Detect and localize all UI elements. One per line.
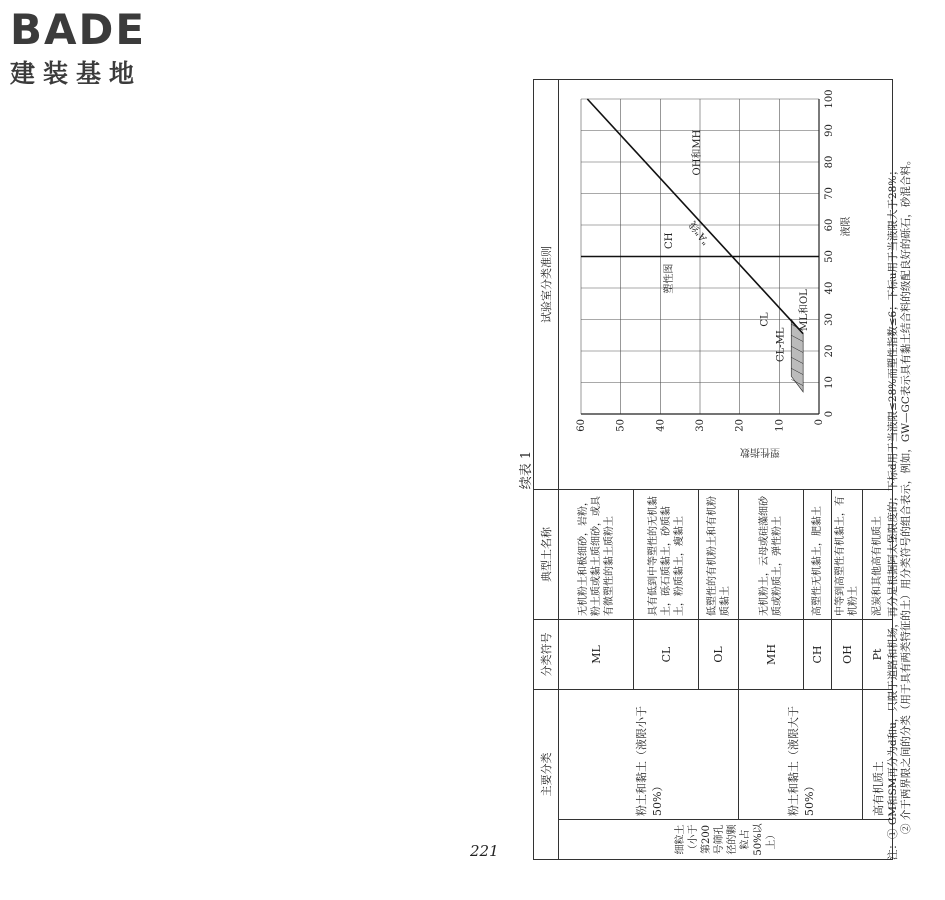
header-typical-name: 典型土名称 <box>534 490 559 620</box>
main-class-cell: 粉土和黏土（液限小于50%） <box>559 690 739 820</box>
name-cell: 低塑性的有机粉土和有机粉质黏土 <box>699 490 739 620</box>
x-tick-label: 100 <box>824 89 835 109</box>
x-tick-label: 70 <box>824 187 835 200</box>
brand-logo <box>10 5 180 88</box>
y-tick-label: 40 <box>655 419 667 432</box>
y-tick-label: 50 <box>615 419 627 432</box>
symbol-cell: Pt <box>863 620 893 690</box>
header-main-class: 主要分类 <box>534 690 559 860</box>
page-number: 221 <box>470 842 499 860</box>
x-tick-label: 80 <box>824 155 835 169</box>
y-axis-label: 塑性指数 <box>740 446 780 457</box>
name-cell: 中等到高塑性有机黏土，有机粉土 <box>832 490 863 620</box>
y-tick-label: 0 <box>814 419 825 426</box>
header-criteria: 试验室分类准则 <box>534 80 559 490</box>
main-class-cell: 高有机质土 <box>863 690 893 820</box>
chart-title: 塑性图 <box>664 263 676 294</box>
x-tick-label: 40 <box>824 281 835 295</box>
x-tick-label: 30 <box>824 313 835 326</box>
region-label: CH <box>664 232 676 249</box>
main-class-cell: 粉土和黏土（液限大于50%） <box>739 690 863 820</box>
y-tick-label: 30 <box>695 419 706 432</box>
header-symbol: 分类符号 <box>534 620 559 690</box>
symbol-cell: ML <box>559 620 634 690</box>
y-tick-label: 10 <box>774 419 786 432</box>
region-label: CL <box>759 312 771 327</box>
region-label: OH和MH <box>692 129 703 176</box>
logo-wordmark: BADE <box>10 5 147 54</box>
x-tick-label: 90 <box>824 124 835 137</box>
y-tick-label: 60 <box>576 419 587 432</box>
footnotes <box>887 80 913 860</box>
symbol-cell: OL <box>699 620 739 690</box>
name-cell: 泥炭和其他高有机质土 <box>863 490 893 620</box>
region-label: CL-ML <box>775 327 787 362</box>
plasticity-chart-cell <box>559 80 893 490</box>
name-cell: 无机粉土，云母或硅藻细砂质或粉质土，弹性粉土 <box>739 490 804 620</box>
footnote-1: 注：① GM和SM再分为d和u，只限于道路和机场，再分是根据阿太堡限度的；下标d用于当液限≤28%而塑性指数≤6；下标u用于当液限大于28%； <box>887 165 899 860</box>
name-cell: 高塑性无机黏土，肥黏土 <box>804 490 832 620</box>
footnote-2: ② 介于两界限之间的分类（用于具有两类特征的土）用分类符号的组合表示，例如，GW—GC表示具有黏土结合料的级配良好的砾石，砂混合料。 <box>900 154 912 834</box>
y-tick-label: 20 <box>734 419 746 432</box>
name-cell: 无机粉土和极细砂，岩粉，粉土质或黏土质细砂，或具有微塑性的黏土质粉土 <box>559 490 634 620</box>
table-caption: 续表 1 <box>519 450 534 490</box>
x-tick-label: 0 <box>824 410 835 418</box>
x-tick-label: 50 <box>824 250 835 263</box>
x-tick-label: 10 <box>824 376 835 389</box>
symbol-cell: MH <box>739 620 804 690</box>
symbol-cell: OH <box>832 620 863 690</box>
region-label: ML和OL <box>799 289 811 331</box>
x-tick-label: 20 <box>824 344 835 358</box>
table-row <box>559 80 634 860</box>
soil-classification-table <box>533 79 893 860</box>
x-tick-label: 60 <box>824 218 835 232</box>
symbol-cell: CL <box>634 620 699 690</box>
group-label: 细粒土（小于第200号筛孔径的颗粒占50%以上） <box>559 820 893 860</box>
rotated-page <box>515 80 945 860</box>
name-cell: 具有低到中等塑性的无机黏土，砾石质黏土，砂质黏土，粉质黏土，瘦黏土 <box>634 490 699 620</box>
symbol-cell: CH <box>804 620 832 690</box>
x-axis-label: 液限 <box>841 216 852 237</box>
logo-subtitle: 建装基地 <box>10 59 143 88</box>
plasticity-chart <box>559 84 889 489</box>
a-line-label: "A"线 <box>687 218 713 247</box>
